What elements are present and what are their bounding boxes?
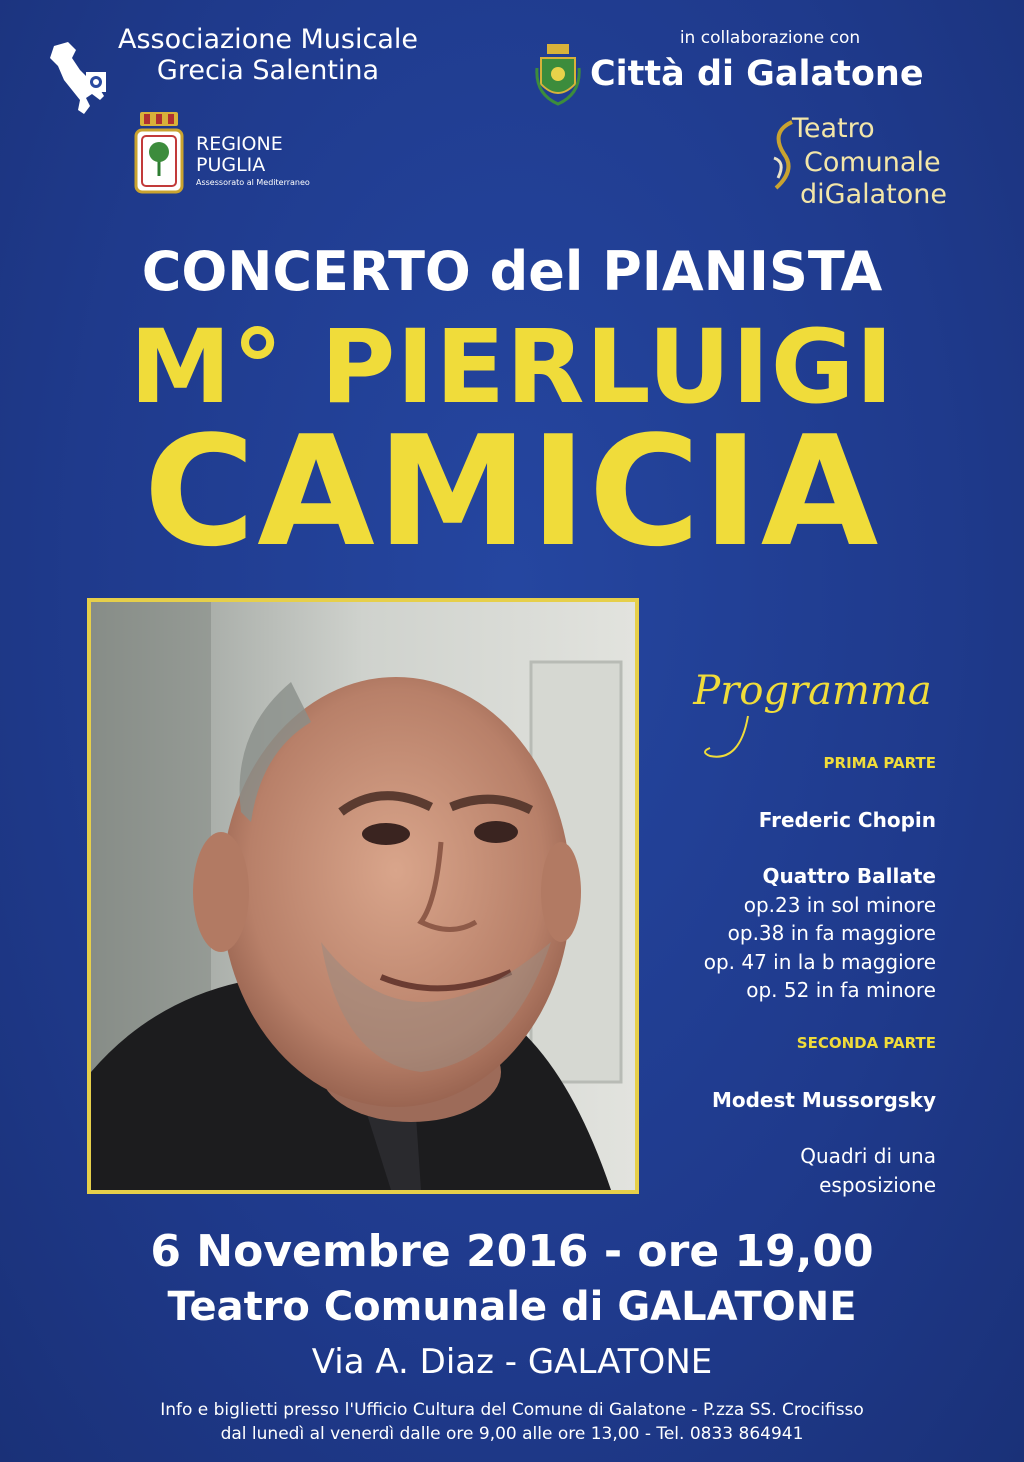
association-name-line1: Associazione Musicale bbox=[118, 24, 418, 55]
event-address: Via A. Diaz - GALATONE bbox=[311, 1342, 713, 1382]
galatone-crest-icon bbox=[535, 44, 581, 106]
program-work1-item: op. 52 in fa minore bbox=[746, 978, 936, 1002]
city-name: Città di Galatone bbox=[590, 54, 924, 94]
program-work1-item: op.23 in sol minore bbox=[743, 893, 936, 917]
regione-line1: REGIONE bbox=[196, 133, 283, 155]
program-part1-label: PRIMA PARTE bbox=[823, 754, 936, 772]
pianist-portrait bbox=[87, 598, 639, 1194]
concert-title: CONCERTO del PIANISTA bbox=[141, 240, 883, 303]
event-venue: Teatro Comunale di GALATONE bbox=[167, 1284, 857, 1330]
program-work1-item: op. 47 in la b maggiore bbox=[703, 950, 936, 974]
program-work2-line: Quadri di una bbox=[800, 1144, 936, 1168]
pianist-name-line1: M° PIERLUIGI bbox=[129, 308, 895, 427]
program-heading: Programma bbox=[693, 668, 932, 714]
program-work2-line: esposizione bbox=[819, 1173, 936, 1197]
association-name bbox=[88, 24, 448, 86]
program-part2-label: SECONDA PARTE bbox=[796, 1034, 936, 1052]
program-composer1: Frederic Chopin bbox=[758, 808, 936, 832]
collaboration-label: in collaborazione con bbox=[679, 28, 861, 48]
teatro-logo-line2: Comunale bbox=[804, 147, 941, 178]
regione-puglia-name bbox=[196, 134, 283, 176]
info-line: Info e biglietti presso l'Ufficio Cultura del Comune di Galatone - P.zza SS. Crocifisso bbox=[160, 1400, 864, 1420]
program-work1-item: op.38 in fa maggiore bbox=[727, 921, 936, 945]
teatro-logo-line3: diGalatone bbox=[800, 179, 947, 210]
regione-line2: PUGLIA bbox=[196, 154, 266, 176]
teatro-logo-line1: Teatro bbox=[792, 113, 875, 144]
regione-subtitle: Assessorato al Mediterraneo bbox=[196, 178, 310, 187]
teatro-comunale-logo bbox=[766, 114, 966, 214]
regione-puglia-emblem bbox=[134, 110, 184, 194]
program-composer2: Modest Mussorgsky bbox=[711, 1088, 936, 1112]
event-date: 6 Novembre 2016 - ore 19,00 bbox=[150, 1226, 874, 1277]
info-line: dal lunedì al venerdì dalle ore 9,00 alle ore 13,00 - Tel. 0833 864941 bbox=[220, 1424, 804, 1444]
portrait-illustration bbox=[91, 602, 635, 1190]
pianist-name-line2: CAMICIA bbox=[143, 403, 881, 580]
program-work1-title: Quattro Ballate bbox=[762, 864, 936, 888]
association-name-line2: Grecia Salentina bbox=[156, 55, 380, 86]
